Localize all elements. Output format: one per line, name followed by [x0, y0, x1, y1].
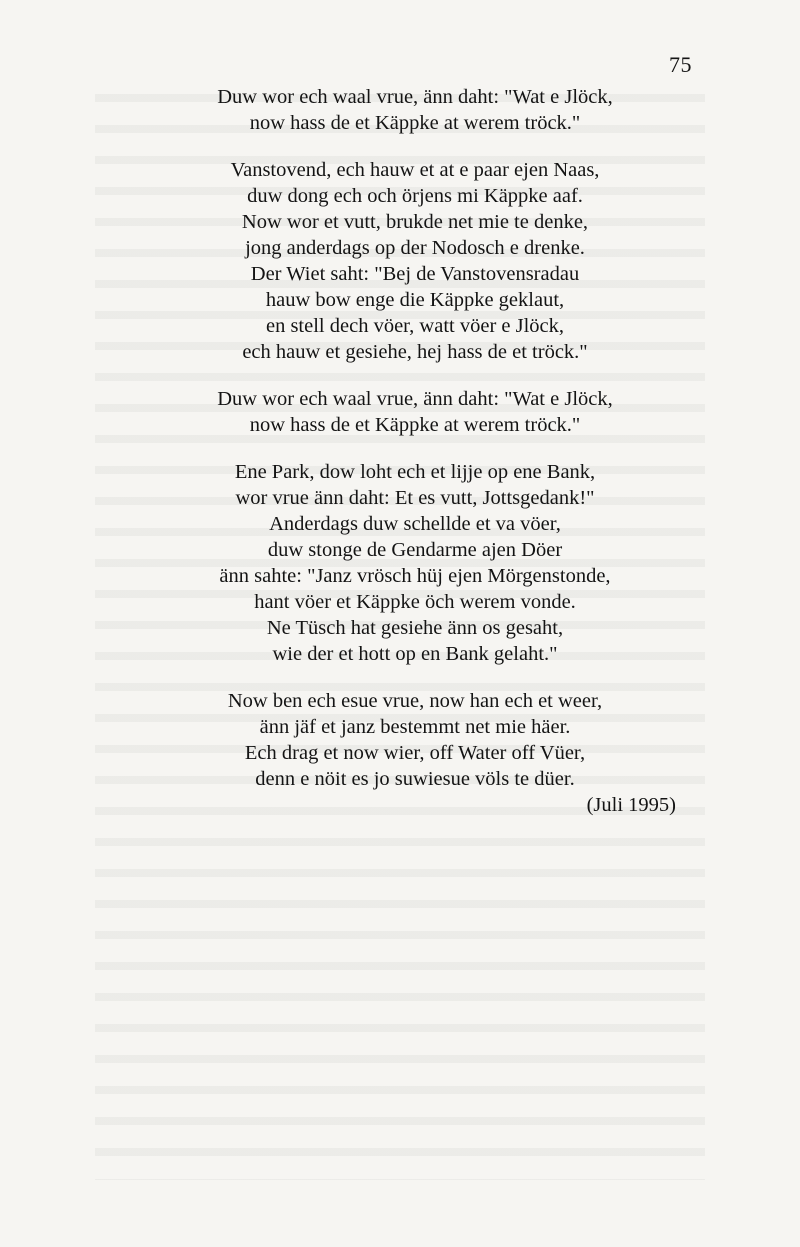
- poem-line: duw dong ech och örjens mi Käppke aaf.: [247, 185, 583, 207]
- poem-line: Der Wiet saht: "Bej de Vanstovensradau: [250, 263, 580, 285]
- poem-line: now hass de et Käppke at werem tröck.": [249, 414, 581, 436]
- stanza-4: [150, 459, 680, 667]
- poem-line: änn sahte: "Janz vrösch hüj ejen Mörgenstonde,: [219, 565, 611, 587]
- poem-line: wie der et hott op en Bank gelaht.": [272, 643, 558, 665]
- poem-line: Now wor et vutt, brukde net mie te denke,: [241, 211, 589, 233]
- poem-line: jong anderdags op der Nodosch e drenke.: [245, 237, 585, 259]
- poem-line: Vanstovend, ech hauw et at e paar ejen Naas,: [230, 159, 600, 181]
- poem-line: denn e nöit es jo suwiesue völs te düer.: [255, 768, 575, 790]
- stanza-5: [150, 688, 680, 818]
- poem-line: Anderdags duw schellde et va vöer,: [269, 513, 561, 535]
- poem-line: hant vöer et Käppke öch werem vonde.: [254, 591, 576, 613]
- poem-line: ech hauw et gesiehe, hej hass de et tröck.": [242, 341, 588, 363]
- poem-line: en stell dech vöer, watt vöer e Jlöck,: [265, 315, 565, 337]
- poem-date: (Juli 1995): [586, 794, 676, 816]
- poem-line: Duw wor ech waal vrue, änn daht: "Wat e Jlöck,: [217, 86, 613, 108]
- poem-line: hauw bow enge die Käppke geklaut,: [265, 289, 565, 311]
- poem-line: Ech drag et now wier, off Water off Vüer,: [244, 742, 586, 764]
- poem-line: Ne Tüsch hat gesiehe änn os gesaht,: [266, 617, 564, 639]
- poem: [150, 84, 680, 839]
- poem-line: now hass de et Käppke at werem tröck.": [249, 112, 581, 134]
- poem-line: duw stonge de Gendarme ajen Döer: [267, 539, 563, 561]
- poem-line: wor vrue änn daht: Et es vutt, Jottsgedank!": [235, 487, 595, 509]
- page-number: 75: [669, 52, 692, 77]
- poem-line: Ene Park, dow loht ech et lijje op ene Bank,: [234, 461, 596, 483]
- poem-line: Now ben ech esue vrue, now han ech et weer,: [227, 690, 603, 712]
- stanza-2: [150, 157, 680, 365]
- stanza-1: [150, 84, 680, 136]
- stanza-3: [150, 386, 680, 438]
- poem-line: Duw wor ech waal vrue, änn daht: "Wat e Jlöck,: [217, 388, 613, 410]
- poem-line: änn jäf et janz bestemmt net mie häer.: [259, 716, 571, 738]
